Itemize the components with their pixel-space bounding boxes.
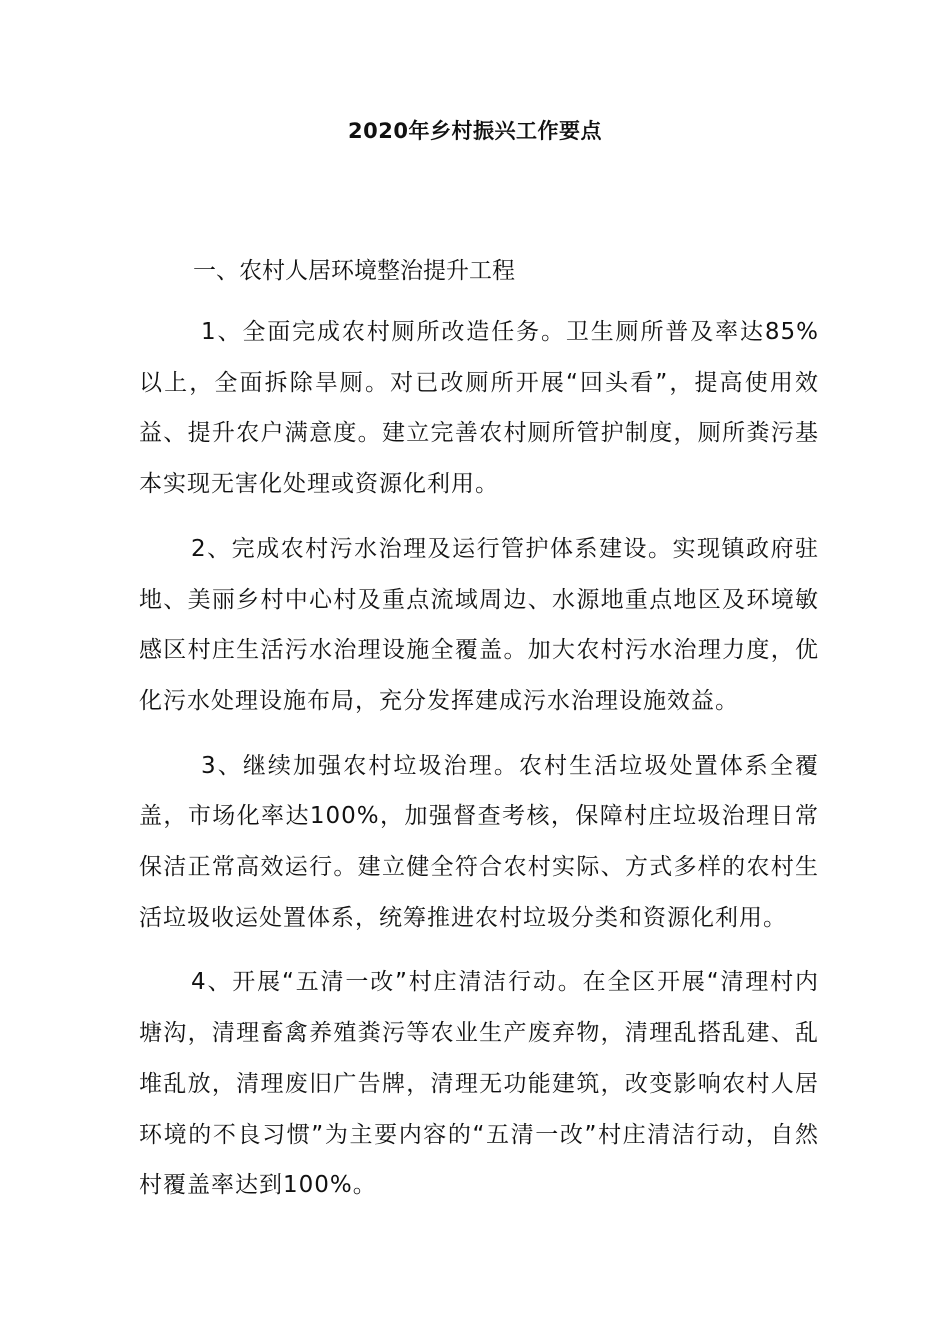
paragraph-item-4: 4、开展“五清一改”村庄清洁行动。在全区开展“清理村内塘沟，清理畜禽养殖粪污等农业生产废弃物，清理乱搭乱建、乱堆乱放，清理废旧广告牌，清理无功能建筑，改变影响农村人居环境的不良习惯”为主要内容的“五清一改”村庄清洁行动，自然村覆盖率达到100%。 [139, 969, 819, 1199]
paragraph-item-3: 3、继续加强农村垃圾治理。农村生活垃圾处置体系全覆盖，市场化率达100%，加强督查考核，保障村庄垃圾治理日常保洁正常高效运行。建立健全符合农村实际、方式多样的农村生活垃圾收运处置体系，统筹推进农村垃圾分类和资源化利用。 [139, 752, 819, 931]
paragraph-item-1: 1、全面完成农村厕所改造任务。卫生厕所普及率达85%以上，全面拆除旱厕。对已改厕所开展“回头看”，提高使用效益、提升农户满意度。建立完善农村厕所管护制度，厕所粪污基本实现无害化处理或资源化利用。 [139, 319, 819, 498]
document-body [139, 253, 819, 1211]
document-title: 2020年乡村振兴工作要点 [348, 119, 602, 143]
paragraph-item-2: 2、完成农村污水治理及运行管护体系建设。实现镇政府驻地、美丽乡村中心村及重点流域周边、水源地重点地区及环境敏感区村庄生活污水治理设施全覆盖。加大农村污水治理力度，优化污水处理设施布局，充分发挥建成污水治理设施效益。 [139, 535, 819, 714]
section-heading: 一、农村人居环境整治提升工程 [193, 258, 515, 284]
